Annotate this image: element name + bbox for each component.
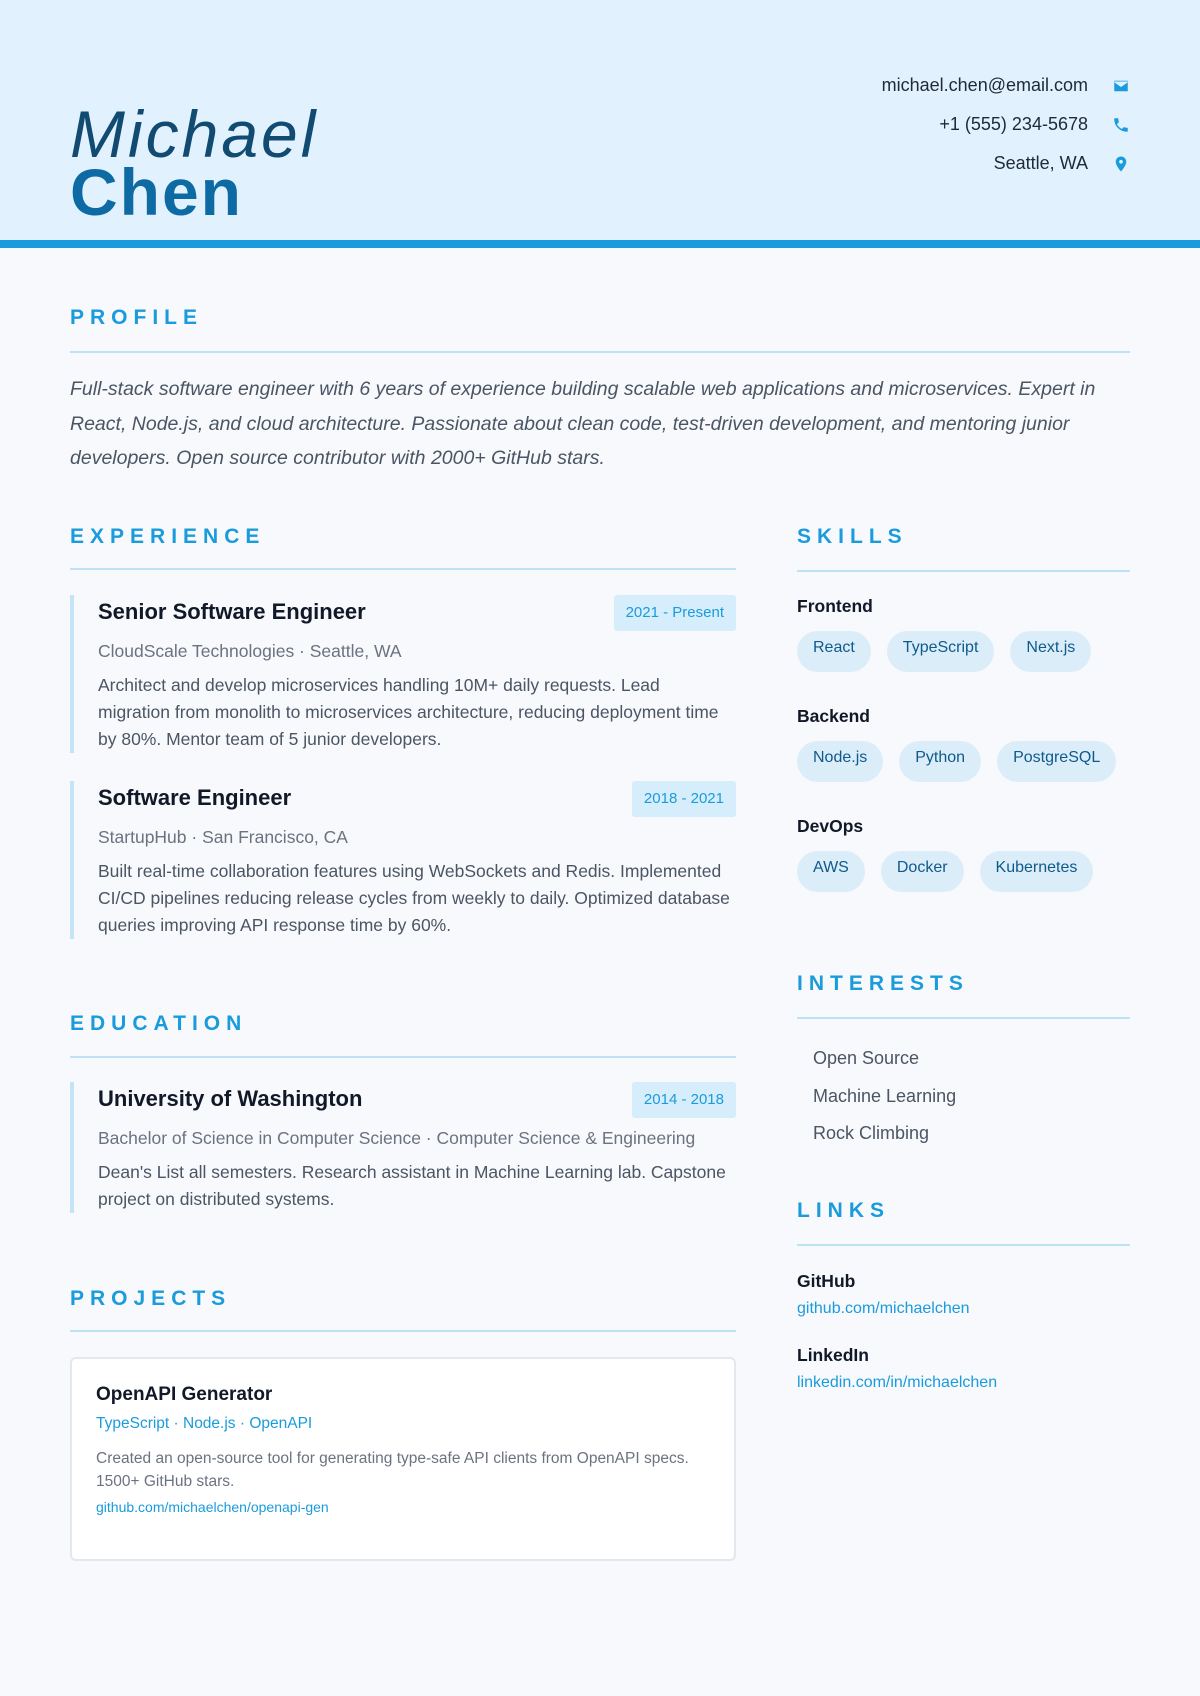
skill-chip: Docker [881, 851, 964, 892]
links-heading: LINKS [797, 1199, 890, 1222]
experience-entry [70, 781, 736, 939]
experience-heading: EXPERIENCE [70, 525, 266, 548]
education-divider [70, 1056, 736, 1058]
linkedin-link[interactable]: linkedin.com/in/michaelchen [797, 1374, 998, 1391]
projects-heading: PROJECTS [70, 1287, 232, 1310]
email-icon [1102, 77, 1130, 95]
phone-icon [1102, 116, 1130, 134]
company-location: StartupHub · San Francisco, CA [98, 827, 348, 847]
skill-chip: Kubernetes [980, 851, 1094, 892]
profile-heading: PROFILE [70, 306, 204, 329]
project-description: Created an open-source tool for generating type-safe API clients from OpenAPI specs. 1500+ GitHub stars. [96, 1450, 689, 1490]
date-badge: 2014 - 2018 [632, 1082, 736, 1118]
link-label: LinkedIn [797, 1345, 869, 1365]
contact-info [882, 66, 1130, 183]
profile-summary: Full-stack software engineer with 6 years of experience building scalable web applications and microservices. Expert in React, Node.js, and cloud architecture. Passionate about clean code, test-driven development, and mentoring junior developers. Open source contributor with 2000+ GitHub stars. [70, 378, 1096, 469]
link-github [797, 1268, 970, 1322]
location-text: Seattle, WA [993, 153, 1088, 173]
skill-chip: TypeScript [887, 631, 995, 672]
skill-group-label: Frontend [797, 596, 873, 616]
project-link[interactable]: github.com/michaelchen/openapi-gen [96, 1499, 329, 1515]
skills-divider [797, 570, 1130, 572]
contact-email [882, 66, 1130, 105]
experience-entry [70, 595, 736, 753]
skill-chip: React [797, 631, 871, 672]
candidate-name [70, 97, 319, 229]
degree: Bachelor of Science in Computer Science · Computer Science & Engineering [98, 1128, 696, 1148]
job-description: Built real-time collaboration features using WebSockets and Redis. Implemented CI/CD pipelines reducing release cycles from weekly to daily. Optimized database queries improving API response time by 60%. [98, 861, 730, 935]
experience-divider [70, 568, 736, 570]
skill-group-devops [797, 813, 1130, 892]
location-pin-icon [1102, 155, 1130, 173]
project-card [70, 1357, 736, 1561]
interest-item: Rock Climbing [813, 1123, 930, 1143]
resume-header [0, 0, 1200, 248]
skills-heading: SKILLS [797, 525, 908, 548]
job-title: Software Engineer [98, 785, 292, 810]
company-location: CloudScale Technologies · Seattle, WA [98, 641, 402, 661]
projects-divider [70, 1330, 736, 1332]
skill-group-label: DevOps [797, 816, 864, 836]
education-description: Dean's List all semesters. Research assistant in Machine Learning lab. Capstone project on distributed systems. [98, 1162, 726, 1209]
interests-list [813, 1040, 956, 1153]
project-name: OpenAPI Generator [96, 1384, 273, 1405]
links-divider [797, 1244, 1130, 1246]
skill-chip: PostgreSQL [997, 741, 1116, 782]
skill-chip: Node.js [797, 741, 883, 782]
skill-chip: Python [899, 741, 981, 782]
education-entry [70, 1082, 736, 1213]
first-name: Michael [70, 97, 319, 171]
job-description: Architect and develop microservices handling 10M+ daily requests. Lead migration from monolith to microservices architecture, reducing deployment time by 80%. Mentor team of 5 junior developers. [98, 675, 719, 749]
skill-chip: Next.js [1010, 631, 1091, 672]
job-title: Senior Software Engineer [98, 599, 366, 624]
last-name: Chen [70, 155, 243, 229]
phone-text[interactable]: +1 (555) 234-5678 [939, 114, 1088, 134]
profile-divider [70, 351, 1130, 353]
skill-group-label: Backend [797, 706, 870, 726]
date-badge: 2018 - 2021 [632, 781, 736, 817]
project-tech-stack: TypeScript · Node.js · OpenAPI [96, 1415, 313, 1432]
interests-heading: INTERESTS [797, 972, 969, 995]
date-badge: 2021 - Present [614, 595, 736, 631]
github-link[interactable]: github.com/michaelchen [797, 1300, 970, 1317]
contact-location [882, 144, 1130, 183]
interest-item: Open Source [813, 1048, 920, 1068]
school-name: University of Washington [98, 1086, 363, 1111]
email-text[interactable]: michael.chen@email.com [881, 75, 1088, 95]
interests-divider [797, 1017, 1130, 1019]
skill-group-frontend [797, 593, 1130, 672]
contact-phone [882, 105, 1130, 144]
link-label: GitHub [797, 1271, 856, 1291]
interest-item: Machine Learning [813, 1085, 957, 1106]
skill-chip: AWS [797, 851, 865, 892]
skill-group-backend [797, 703, 1130, 782]
education-heading: EDUCATION [70, 1012, 248, 1035]
link-linkedin [797, 1342, 997, 1396]
